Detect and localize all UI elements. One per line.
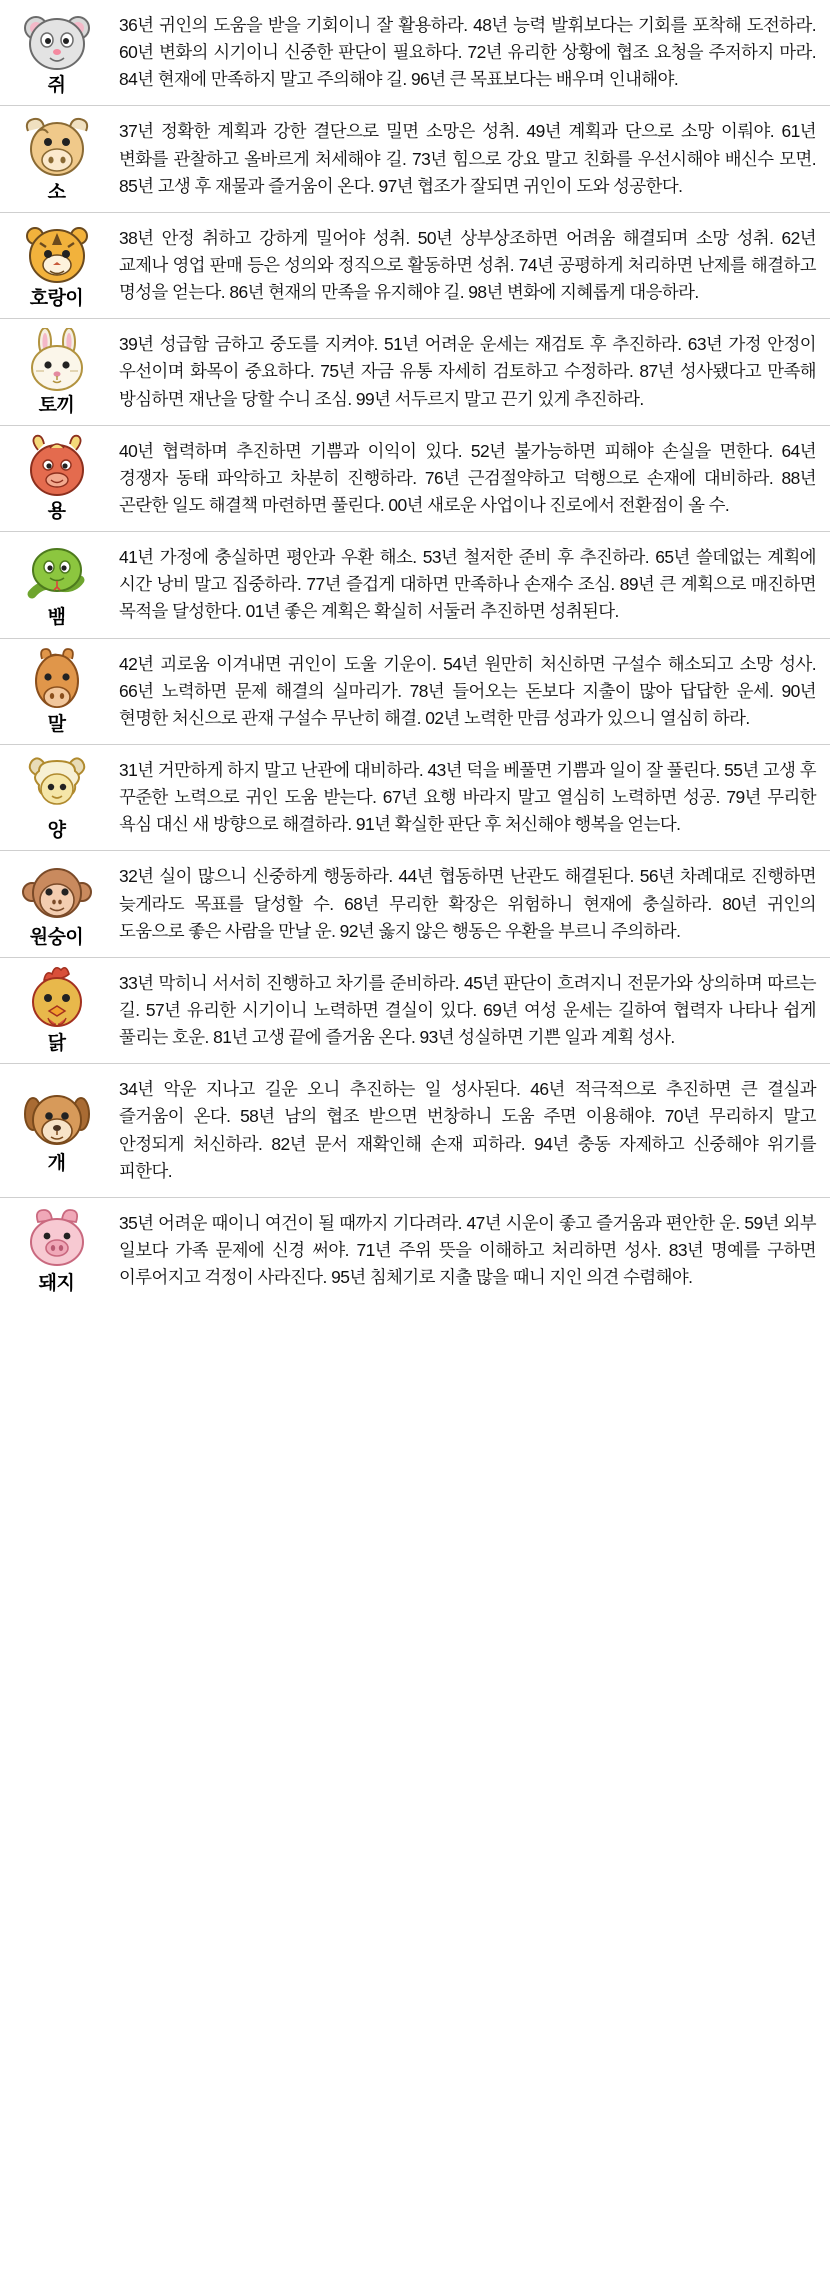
fortune-text-cell [113,0,830,105]
sign-cell-dragon [0,426,113,531]
table-row [0,0,830,106]
table-row [0,1198,830,1303]
sign-cell-ox [0,106,113,211]
fortune-text-cell [113,319,830,424]
sign-label: 개 [47,1153,66,1175]
sign-label: 닭 [47,1033,66,1055]
fortune-text: 32년 실이 많으니 신중하게 행동하라. 44년 협동하면 난관도 해결된다. 56년 차례대로 진행하면 늦게라도 목표를 달성할 수. 68년 무리한 확장은 위험하니 현재에 충실하라. 80년 귀인의 도움으로 좋은 사람을 만날 운. 92년 옳지 않은 행동은 우환을 부르니 주의하라. [119,866,816,941]
fortune-text: 39년 성급함 금하고 중도를 지켜야. 51년 어려운 운세는 재검토 후 추진하라. 63년 가정 안정이 우선이며 화목이 중요하다. 75년 자금 유통 자세히 검토하고 수정하라. 87년 성사됐다고 만족해 방심하면 재난을 당할 수니 조심. 99년 서두르지 말고 끈기 있게 추진하라. [119,334,816,409]
fortune-text: 41년 가정에 충실하면 평안과 우환 해소. 53년 철저한 준비 후 추진하라. 65년 쓸데없는 계획에 시간 낭비 말고 집중하라. 77년 즐겁게 대하면 만족하나 손재수 조심. 89년 큰 계획으로 매진하면 목적을 달성한다. 01년 좋은 계획은 확실히 서둘러 추진하면 성취된다. [119,547,816,622]
table-row [0,319,830,425]
sign-label: 돼지 [38,1273,75,1295]
table-row [0,106,830,212]
sign-cell-sheep [0,745,113,850]
ox-icon [20,115,94,181]
fortune-text: 37년 정확한 계획과 강한 결단으로 밀면 소망은 성취. 49년 계획과 단으로 소망 이뤄야. 61년 변화를 관찰하고 올바르게 처세해야 길. 73년 힘으로 강요 말고 친화를 우선시해야 배신수 모면. 85년 고생 후 재물과 즐거움이 온다. 97년 협조가 잘되면 귀인이 도와 성공한다. [119,121,816,196]
sign-cell-dog [0,1064,113,1197]
fortune-text: 35년 어려운 때이니 여건이 될 때까지 기다려라. 47년 시운이 좋고 즐거움과 편안한 운. 59년 외부 일보다 가족 문제에 신경 써야. 71년 주위 뜻을 이해하고 처리하면 성사. 83년 명예를 구하면 이루어지고 걱정이 사라진다. 95년 침체기로 지출 많을 때니 지인 의견 수렴해야. [119,1212,816,1288]
rat-icon [20,8,94,74]
sign-label: 소 [47,181,66,203]
fortune-text-cell [113,532,830,637]
fortune-text-cell [113,213,830,318]
fortune-text-cell [113,639,830,744]
sign-label: 원숭이 [29,926,84,948]
fortune-text-cell [113,851,830,956]
sign-cell-rooster [0,958,113,1063]
sign-label: 토끼 [38,394,75,416]
sheep-icon [20,753,94,819]
table-row [0,1064,830,1198]
fortune-text-cell [113,745,830,850]
fortune-text-cell [113,426,830,531]
fortune-text: 33년 막히니 서서히 진행하고 차기를 준비하라. 45년 판단이 흐려지니 전문가와 상의하며 따르는 길. 57년 유리한 시기이니 노력하면 결실이 있다. 69년 여성 운세는 길하여 협력자 나타나 쉽게 풀리는 호운. 81년 고생 끝에 즐거움 온다. 93년 성실하면 기쁜 일과 계획 성사. [119,972,816,1048]
table-row [0,213,830,319]
sign-label: 뱀 [47,607,66,629]
sign-cell-rat [0,0,113,105]
dragon-icon [20,434,94,500]
table-row [0,745,830,851]
dog-icon [20,1086,94,1152]
table-row [0,958,830,1064]
tiger-icon [20,221,94,287]
fortune-text: 36년 귀인의 도움을 받을 기회이니 잘 활용하라. 48년 능력 발휘보다는 기회를 포착해 도전하라. 60년 변화의 시기이니 신중한 판단이 필요하다. 72년 유리한 상황에 협조 요청을 주저하지 마라. 84년 현재에 만족하지 말고 주의해야 길. 96년 큰 목표보다는 배우며 인내해야. [119,15,816,90]
pig-icon [20,1206,94,1272]
fortune-text: 42년 괴로움 이겨내면 귀인이 도울 기운이. 54년 원만히 처신하면 구설수 해소되고 소망 성사. 66년 노력하면 문제 해결의 실마리가. 78년 들어오는 돈보다 지출이 많아 답답한 운세. 90년 현명한 처신으로 관재 구설수 무난히 해결. 02년 노력한 만큼 성과가 있으니 열심히 하라. [119,653,816,728]
fortune-text-cell [113,1198,830,1303]
fortune-text: 38년 안정 취하고 강하게 밀어야 성취. 50년 상부상조하면 어려움 해결되며 소망 성취. 62년 교제나 영업 판매 등은 성의와 정직으로 활동하면 성취. 74년 공평하게 처리하면 난제를 해결하고 명성을 얻는다. 86년 현재의 만족을 유지해야 길. 98년 변화에 지혜롭게 대응하라. [119,227,816,303]
sign-cell-monkey [0,851,113,956]
rooster-icon [20,966,94,1032]
sign-label: 용 [47,500,66,522]
sign-cell-snake [0,532,113,637]
sign-cell-tiger [0,213,113,318]
table-row [0,851,830,957]
fortune-text: 31년 거만하게 하지 말고 난관에 대비하라. 43년 덕을 베풀면 기쁨과 일이 잘 풀린다. 55년 고생 후 꾸준한 노력으로 귀인 도움 받는다. 67년 요행 바라지 말고 열심히 노력하면 성공. 79년 무리한 욕심 대신 새 방향으로 해결하라. 91년 확실한 판단 후 처신해야 행복을 얻는다. [119,759,816,835]
monkey-icon [20,860,94,926]
sign-label: 쥐 [47,75,66,97]
horse-icon [20,647,94,713]
sign-label: 호랑이 [29,288,84,310]
sign-label: 말 [47,713,66,735]
sign-cell-horse [0,639,113,744]
sign-label: 양 [47,820,66,842]
table-row [0,532,830,638]
table-row [0,426,830,532]
sign-cell-pig [0,1198,113,1303]
fortune-text: 40년 협력하며 추진하면 기쁨과 이익이 있다. 52년 불가능하면 피해야 손실을 면한다. 64년 경쟁자 동태 파악하고 차분히 진행하라. 76년 근검절약하고 덕행으로 손재에 대비하라. 88년 곤란한 일도 해결책 마련하면 풀린다. 00년 새로운 사업이나 진로에서 전환점이 올 수. [119,440,817,515]
sign-cell-rabbit [0,319,113,424]
table-row [0,639,830,745]
rabbit-icon [20,328,94,394]
fortune-text: 34년 악운 지나고 길운 오니 추진하는 일 성사된다. 46년 적극적으로 추진하면 큰 결실과 즐거움이 온다. 58년 남의 협조 받으면 번창하니 도움 주면 이용해야. 70년 무리하지 말고 안정되게 처신하라. 82년 문서 재확인해 손재 피하라. 94년 충동 자제하고 신중해야 위기를 피한다. [119,1079,816,1181]
fortune-text-cell [113,1064,830,1197]
fortune-text-cell [113,958,830,1063]
snake-icon [20,540,94,606]
fortune-text-cell [113,106,830,211]
